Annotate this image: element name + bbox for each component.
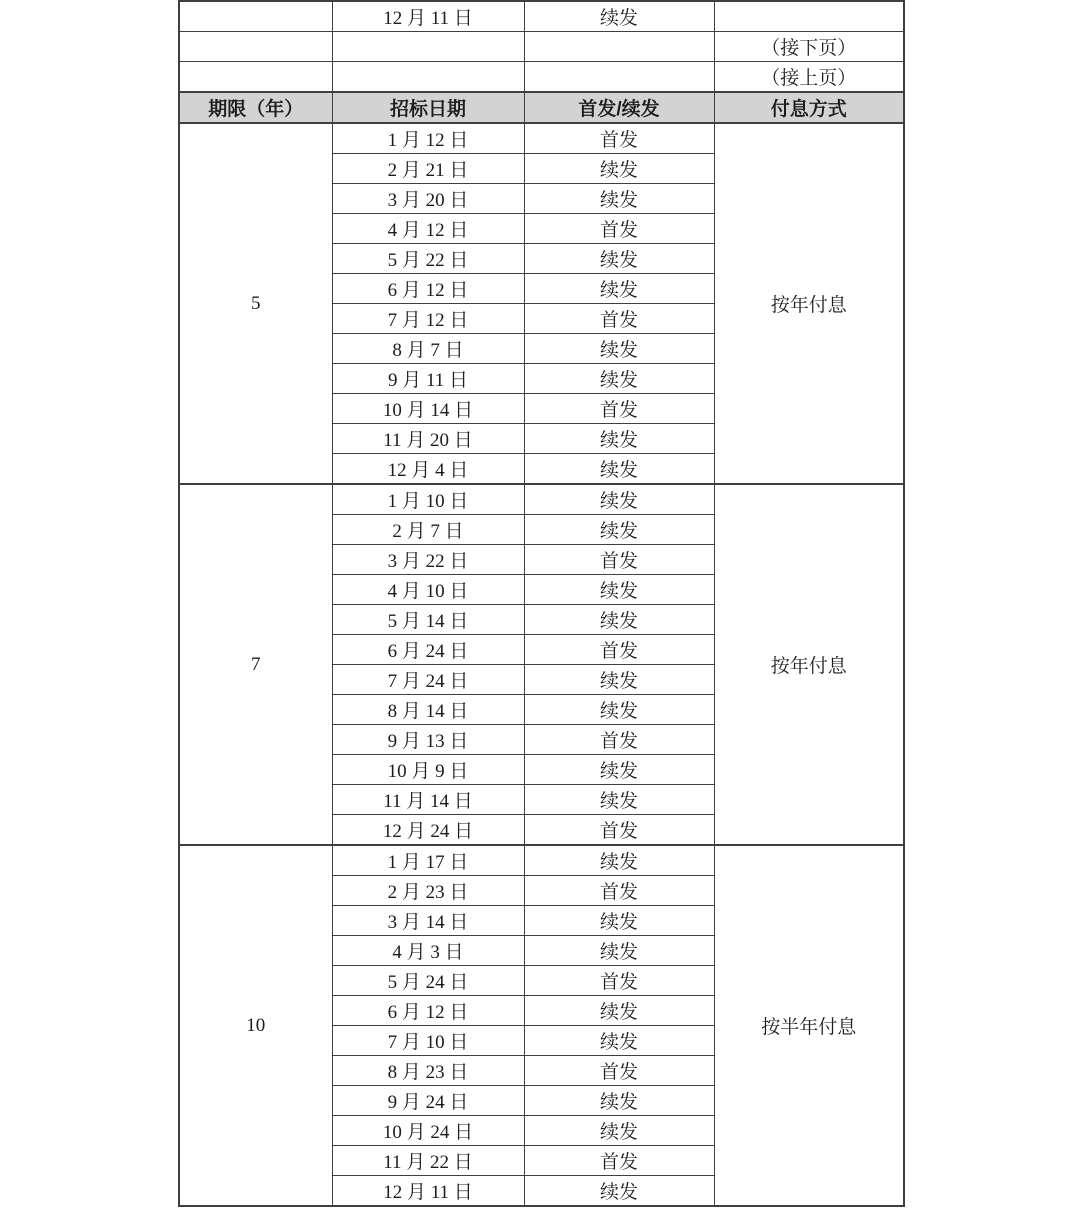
empty-cell <box>179 32 332 62</box>
issue-type-cell: 续发 <box>524 274 714 304</box>
issue-type-cell: 续发 <box>524 484 714 515</box>
tender-date-cell: 2 月 7 日 <box>332 515 524 545</box>
issue-type-cell: 首发 <box>524 635 714 665</box>
issue-type-cell: 续发 <box>524 755 714 785</box>
tender-date-cell: 12 月 4 日 <box>332 454 524 485</box>
carryover-date-cell: 12 月 11 日 <box>332 1 524 32</box>
tender-date-cell: 1 月 12 日 <box>332 123 524 154</box>
tender-date-cell: 11 月 14 日 <box>332 785 524 815</box>
payment-method-cell-5: 按年付息 <box>714 123 904 484</box>
carryover-payment-cell <box>714 1 904 32</box>
tender-date-cell: 4 月 10 日 <box>332 575 524 605</box>
issue-type-cell: 续发 <box>524 154 714 184</box>
table-carryover-section <box>179 1 904 92</box>
issue-type-cell: 续发 <box>524 424 714 454</box>
payment-method-cell-7: 按年付息 <box>714 484 904 845</box>
issue-type-cell: 首发 <box>524 966 714 996</box>
issue-type-cell: 续发 <box>524 605 714 635</box>
note-prev-page-row <box>179 62 904 93</box>
tender-date-cell: 11 月 20 日 <box>332 424 524 454</box>
issue-type-cell: 续发 <box>524 1176 714 1207</box>
issue-type-cell: 续发 <box>524 575 714 605</box>
issue-type-cell: 首发 <box>524 725 714 755</box>
term-cell-10: 10 <box>179 845 332 1206</box>
issue-type-cell: 续发 <box>524 1026 714 1056</box>
tender-date-cell: 4 月 3 日 <box>332 936 524 966</box>
issue-type-cell: 续发 <box>524 515 714 545</box>
empty-cell <box>332 32 524 62</box>
issue-type-cell: 续发 <box>524 1116 714 1146</box>
tender-date-cell: 3 月 14 日 <box>332 906 524 936</box>
issue-type-cell: 续发 <box>524 936 714 966</box>
tender-date-cell: 1 月 17 日 <box>332 845 524 876</box>
tender-date-cell: 1 月 10 日 <box>332 484 524 515</box>
empty-cell <box>332 62 524 93</box>
tender-date-cell: 5 月 24 日 <box>332 966 524 996</box>
tender-date-cell: 9 月 24 日 <box>332 1086 524 1116</box>
issue-type-cell: 续发 <box>524 244 714 274</box>
term-cell-7: 7 <box>179 484 332 845</box>
tender-date-cell: 5 月 14 日 <box>332 605 524 635</box>
issue-type-cell: 首发 <box>524 394 714 424</box>
tender-date-cell: 10 月 9 日 <box>332 755 524 785</box>
tender-date-cell: 4 月 12 日 <box>332 214 524 244</box>
carryover-issue-cell: 续发 <box>524 1 714 32</box>
tender-date-cell: 10 月 14 日 <box>332 394 524 424</box>
issue-type-cell: 首发 <box>524 1146 714 1176</box>
issue-type-cell: 续发 <box>524 665 714 695</box>
issue-type-cell: 首发 <box>524 214 714 244</box>
header-tender-date: 招标日期 <box>332 92 524 123</box>
issue-type-cell: 续发 <box>524 845 714 876</box>
tender-date-cell: 12 月 11 日 <box>332 1176 524 1207</box>
tender-date-cell: 3 月 20 日 <box>332 184 524 214</box>
tender-date-cell: 7 月 10 日 <box>332 1026 524 1056</box>
tender-date-cell: 8 月 7 日 <box>332 334 524 364</box>
header-issue-type: 首发/续发 <box>524 92 714 123</box>
payment-method-cell-10: 按半年付息 <box>714 845 904 1206</box>
tender-date-cell: 7 月 12 日 <box>332 304 524 334</box>
tender-date-cell: 12 月 24 日 <box>332 815 524 846</box>
tender-date-cell: 5 月 22 日 <box>332 244 524 274</box>
tender-date-cell: 2 月 23 日 <box>332 876 524 906</box>
tender-date-cell: 8 月 23 日 <box>332 1056 524 1086</box>
tender-schedule-table <box>178 0 905 1207</box>
tender-date-cell: 6 月 12 日 <box>332 274 524 304</box>
issue-type-cell: 续发 <box>524 454 714 485</box>
carryover-row <box>179 1 904 32</box>
note-next-page-row <box>179 32 904 62</box>
header-term: 期限（年） <box>179 92 332 123</box>
carryover-term-cell <box>179 1 332 32</box>
table-main-section <box>179 123 904 1206</box>
empty-cell <box>179 62 332 93</box>
empty-cell <box>524 62 714 93</box>
issue-type-cell: 首发 <box>524 876 714 906</box>
data-row-term10-1 <box>179 845 904 876</box>
tender-date-cell: 9 月 13 日 <box>332 725 524 755</box>
tender-date-cell: 2 月 21 日 <box>332 154 524 184</box>
tender-date-cell: 11 月 22 日 <box>332 1146 524 1176</box>
tender-date-cell: 7 月 24 日 <box>332 665 524 695</box>
empty-cell <box>524 32 714 62</box>
note-prev-page: （接上页） <box>714 62 904 93</box>
tender-date-cell: 6 月 24 日 <box>332 635 524 665</box>
table-header-row <box>179 92 904 123</box>
data-row-term7-1 <box>179 484 904 515</box>
tender-date-cell: 9 月 11 日 <box>332 364 524 394</box>
note-next-page: （接下页） <box>714 32 904 62</box>
tender-date-cell: 10 月 24 日 <box>332 1116 524 1146</box>
issue-type-cell: 续发 <box>524 695 714 725</box>
issue-type-cell: 首发 <box>524 815 714 846</box>
tender-date-cell: 6 月 12 日 <box>332 996 524 1026</box>
header-payment-method: 付息方式 <box>714 92 904 123</box>
tender-date-cell: 3 月 22 日 <box>332 545 524 575</box>
issue-type-cell: 续发 <box>524 334 714 364</box>
tender-date-cell: 8 月 14 日 <box>332 695 524 725</box>
issue-type-cell: 首发 <box>524 545 714 575</box>
issue-type-cell: 续发 <box>524 184 714 214</box>
issue-type-cell: 续发 <box>524 996 714 1026</box>
issue-type-cell: 续发 <box>524 1086 714 1116</box>
data-row-term5-1 <box>179 123 904 154</box>
issue-type-cell: 首发 <box>524 1056 714 1086</box>
term-cell-5: 5 <box>179 123 332 484</box>
issue-type-cell: 续发 <box>524 785 714 815</box>
issue-type-cell: 首发 <box>524 304 714 334</box>
issue-type-cell: 首发 <box>524 123 714 154</box>
issue-type-cell: 续发 <box>524 364 714 394</box>
issue-type-cell: 续发 <box>524 906 714 936</box>
